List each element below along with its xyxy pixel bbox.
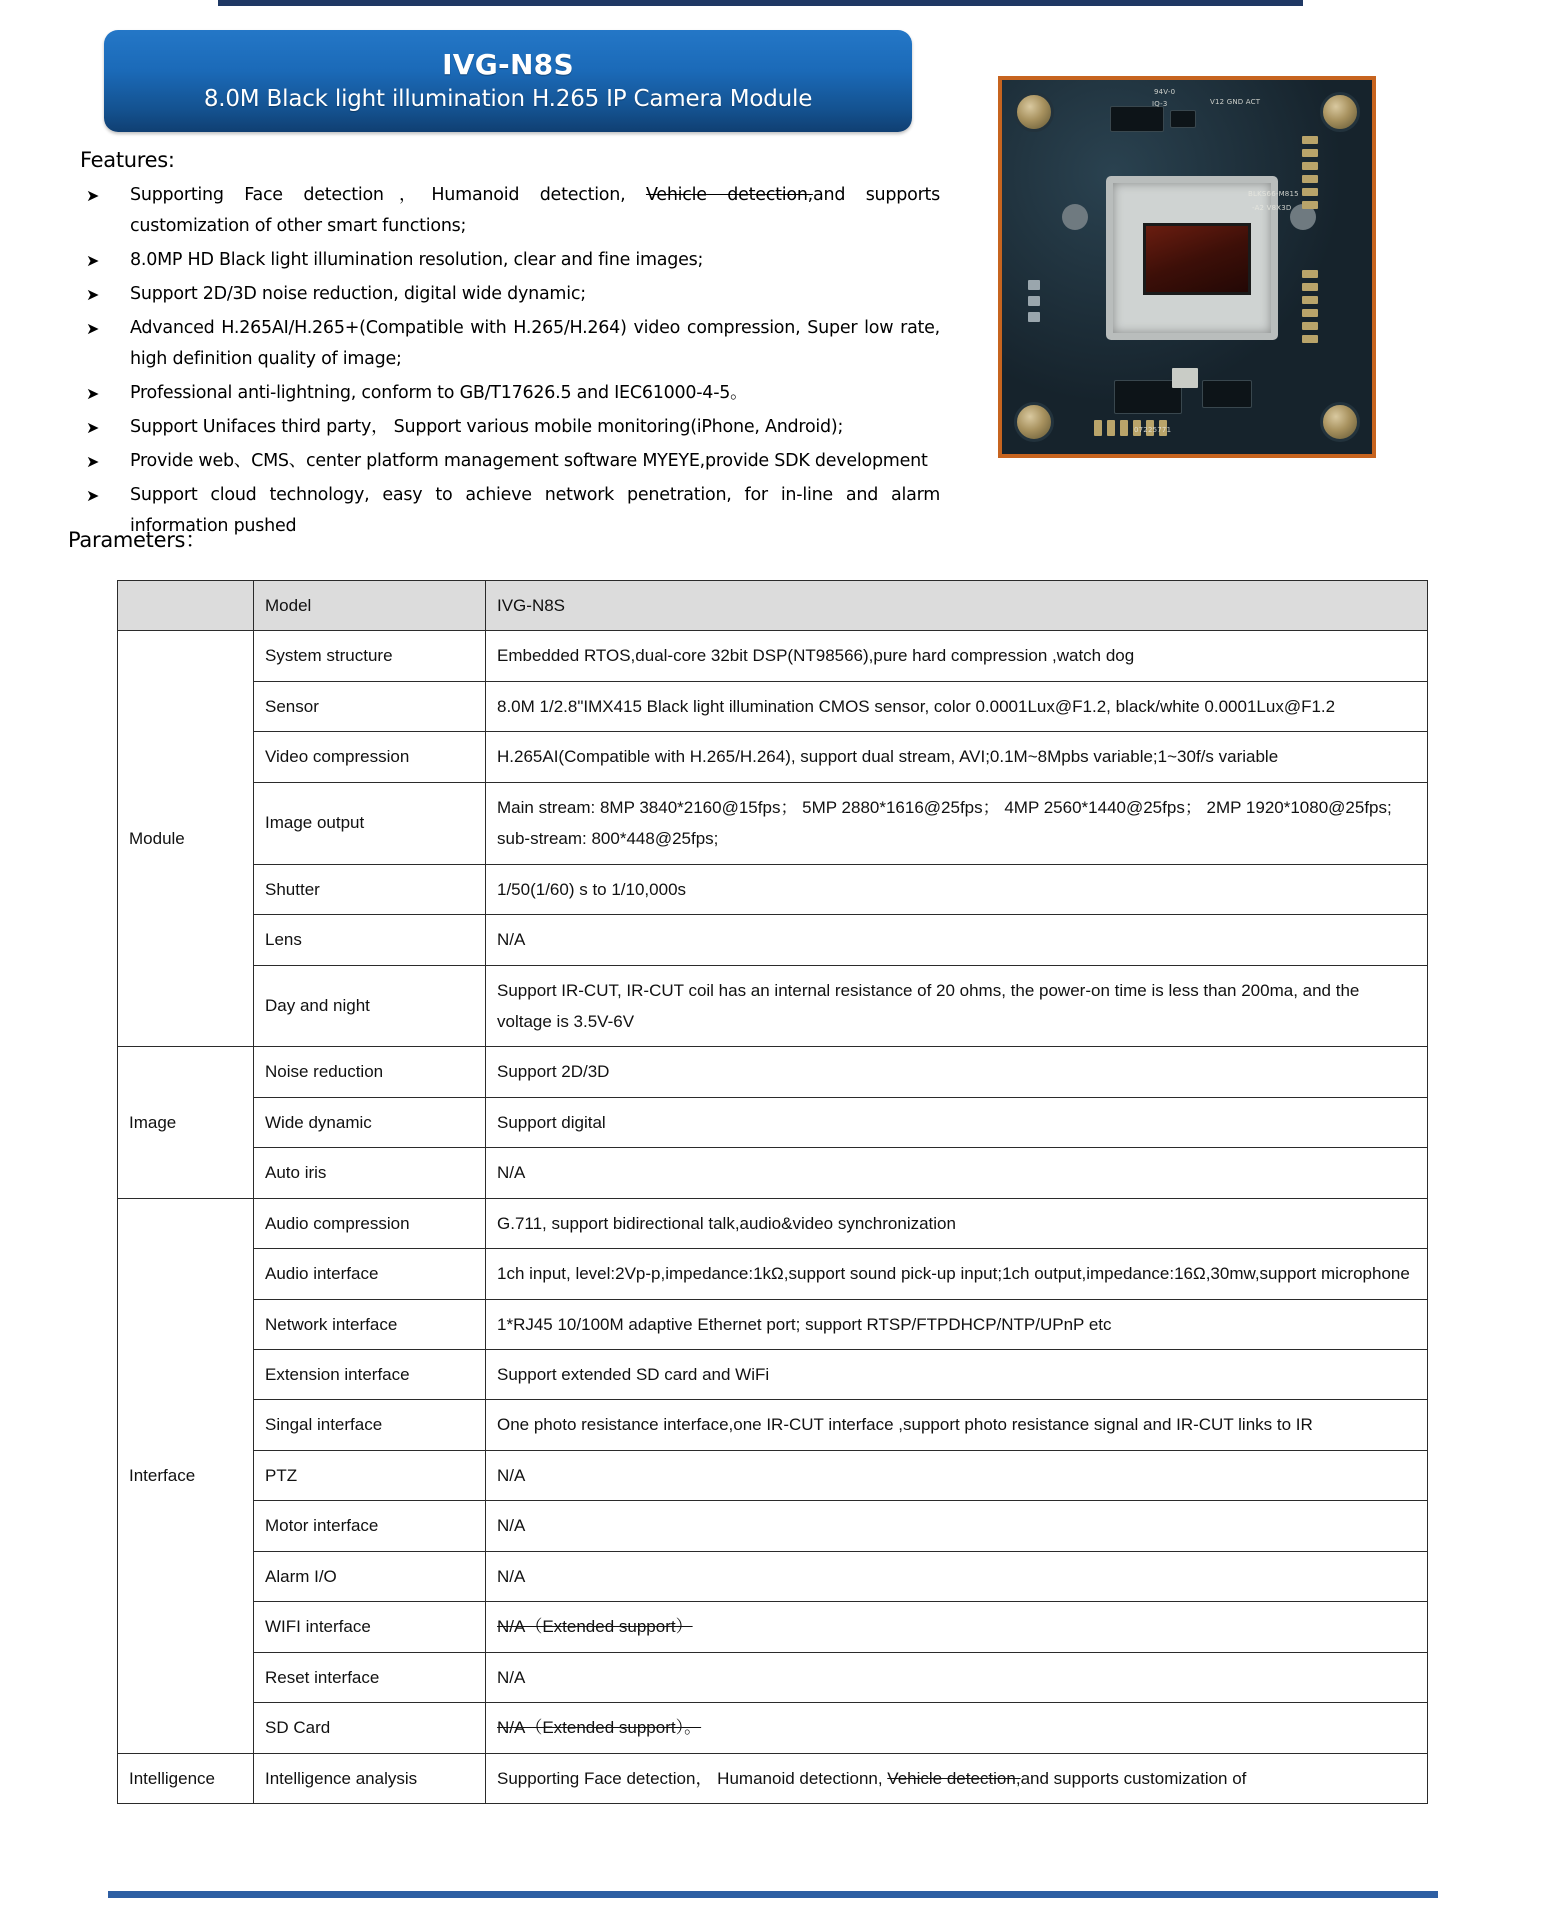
product-title-banner xyxy=(104,30,912,132)
solder-pad xyxy=(1302,283,1318,291)
table-row xyxy=(118,782,1428,864)
list-item xyxy=(78,412,958,443)
row-key: SD Card xyxy=(254,1703,486,1753)
row-value: N/A xyxy=(486,915,1428,965)
feature-text: Provide web、CMS、center platform management software MYEYE,provide SDK development xyxy=(130,451,928,471)
row-key: Image output xyxy=(254,782,486,864)
table-row xyxy=(118,1148,1428,1198)
mounting-hole xyxy=(1320,92,1360,132)
list-item xyxy=(78,180,958,242)
row-value: Main stream: 8MP 3840*2160@15fps； 5MP 2880*1616@25fps； 4MP 2560*1440@25fps； 2MP 1920*1080@25fps; sub-stream: 800*448@25fps; xyxy=(486,782,1428,864)
row-value xyxy=(486,1703,1428,1753)
group-label-intelligence: Intelligence xyxy=(118,1753,254,1803)
top-decorative-rule xyxy=(218,0,1303,6)
row-key: Noise reduction xyxy=(254,1047,486,1097)
table-row xyxy=(118,1551,1428,1601)
row-key: Wide dynamic xyxy=(254,1097,486,1147)
solder-pad xyxy=(1302,296,1318,304)
row-key: Audio interface xyxy=(254,1249,486,1299)
row-value: N/A xyxy=(486,1450,1428,1500)
arrow-bullet-icon: ➤ xyxy=(86,486,100,505)
ip-camera-module-pcb xyxy=(1002,80,1372,454)
silkscreen-text: 07225771 xyxy=(1134,426,1172,434)
strikethrough-text: N/A（Extended support）。 xyxy=(497,1718,702,1738)
feature-text: Support cloud technology, easy to achieve network penetration, for in-line and alarm information pushed xyxy=(130,485,946,536)
row-value: Support IR-CUT, IR-CUT coil has an internal resistance of 20 ohms, the power-on time is less than 200ma, and the voltage is 3.5V-6V xyxy=(486,965,1428,1047)
arrow-bullet-icon: ➤ xyxy=(86,319,100,338)
product-photo xyxy=(998,76,1376,458)
capacitor xyxy=(1062,204,1088,230)
feature-text: Advanced H.265AI/H.265+(Compatible with H.265/H.264) video compression, Super low rate, high definition quality of image; xyxy=(130,318,946,369)
solder-pad xyxy=(1302,136,1318,144)
row-key: Lens xyxy=(254,915,486,965)
list-item xyxy=(78,480,958,542)
cmos-sensor-housing xyxy=(1106,176,1278,340)
table-row xyxy=(118,1753,1428,1803)
parameters-heading: Parameters： xyxy=(68,528,206,552)
arrow-bullet-icon: ➤ xyxy=(86,452,100,471)
table-cell-empty xyxy=(118,581,254,631)
table-row xyxy=(118,1450,1428,1500)
row-key: Extension interface xyxy=(254,1350,486,1400)
list-item xyxy=(78,245,958,276)
row-key: Reset interface xyxy=(254,1652,486,1702)
solder-pad xyxy=(1302,175,1318,183)
solder-pad xyxy=(1302,162,1318,170)
solder-pad xyxy=(1302,322,1318,330)
table-row xyxy=(118,1047,1428,1097)
smd-chip xyxy=(1170,110,1196,128)
strikethrough-text: N/A（Extended support） xyxy=(497,1617,693,1637)
specification-table xyxy=(117,580,1428,1804)
solder-pad-group xyxy=(1302,270,1318,343)
group-label-interface: Interface xyxy=(118,1198,254,1753)
features-list xyxy=(78,180,958,545)
row-key: System structure xyxy=(254,631,486,681)
row-key: Motor interface xyxy=(254,1501,486,1551)
mounting-hole xyxy=(1320,402,1360,442)
row-value: Support digital xyxy=(486,1097,1428,1147)
list-item xyxy=(78,446,958,477)
arrow-bullet-icon: ➤ xyxy=(86,285,100,304)
feature-text: Professional anti-lightning, conform to GB/T17626.5 and IEC61000-4-5。 xyxy=(130,383,748,403)
row-key: Sensor xyxy=(254,681,486,731)
capacitor xyxy=(1028,296,1040,306)
row-key: Singal interface xyxy=(254,1400,486,1450)
list-item xyxy=(78,279,958,310)
group-label-image: Image xyxy=(118,1047,254,1198)
solder-pad xyxy=(1120,420,1128,436)
group-label-module: Module xyxy=(118,631,254,1047)
row-value: N/A xyxy=(486,1148,1428,1198)
solder-pad xyxy=(1302,309,1318,317)
row-key: Day and night xyxy=(254,965,486,1047)
row-value: Supporting Face detection， Humanoid detectionn, Vehicle detection,and supports customization of xyxy=(486,1753,1428,1803)
row-value: G.711, support bidirectional talk,audio&video synchronization xyxy=(486,1198,1428,1248)
strikethrough-text: Vehicle detection, xyxy=(645,185,813,205)
table-row xyxy=(118,1350,1428,1400)
table-row xyxy=(118,1703,1428,1753)
row-value: N/A xyxy=(486,1652,1428,1702)
features-heading: Features: xyxy=(80,148,175,172)
product-subtitle: 8.0M Black light illumination H.265 IP Camera Module xyxy=(203,86,813,113)
row-value: 1/50(1/60) s to 1/10,000s xyxy=(486,864,1428,914)
table-row xyxy=(118,631,1428,681)
table-row xyxy=(118,915,1428,965)
table-row xyxy=(118,1652,1428,1702)
strikethrough-text: Vehicle detection, xyxy=(887,1768,1021,1788)
table-row xyxy=(118,1198,1428,1248)
solder-pad xyxy=(1302,270,1318,278)
solder-pad xyxy=(1094,420,1102,436)
capacitor xyxy=(1028,312,1040,322)
solder-pad xyxy=(1302,188,1318,196)
row-key: WIFI interface xyxy=(254,1602,486,1652)
solder-pad-group xyxy=(1302,136,1318,209)
feature-text: Supporting Face detection，Humanoid detection, Vehicle detection,and supports customization of other smart functions; xyxy=(130,185,946,236)
table-header-key: Model xyxy=(254,581,486,631)
solder-pad xyxy=(1302,149,1318,157)
table-row xyxy=(118,1299,1428,1349)
solder-pad xyxy=(1302,201,1318,209)
table-row xyxy=(118,1097,1428,1147)
row-value: N/A xyxy=(486,1551,1428,1601)
row-key: Network interface xyxy=(254,1299,486,1349)
table-row xyxy=(118,1602,1428,1652)
arrow-bullet-icon: ➤ xyxy=(86,186,100,205)
row-value: N/A xyxy=(486,1501,1428,1551)
row-value: H.265AI(Compatible with H.265/H.264), support dual stream, AVI;0.1M~8Mpbs variable;1~30f/s variable xyxy=(486,732,1428,782)
table-row xyxy=(118,1249,1428,1299)
mounting-hole xyxy=(1014,402,1054,442)
row-key: Video compression xyxy=(254,732,486,782)
table-row xyxy=(118,965,1428,1047)
smd-chip xyxy=(1202,380,1252,408)
feature-text: 8.0MP HD Black light illumination resolution, clear and fine images; xyxy=(130,250,704,270)
table-row xyxy=(118,1400,1428,1450)
row-value: 8.0M 1/2.8"IMX415 Black light illumination CMOS sensor, color 0.0001Lux@F1.2, black/white 0.0001Lux@F1.2 xyxy=(486,681,1428,731)
arrow-bullet-icon: ➤ xyxy=(86,384,100,403)
arrow-bullet-icon: ➤ xyxy=(86,251,100,270)
table-row xyxy=(118,864,1428,914)
feature-text: Support 2D/3D noise reduction, digital wide dynamic; xyxy=(130,284,586,304)
row-key: Audio compression xyxy=(254,1198,486,1248)
table-row xyxy=(118,732,1428,782)
silkscreen-text: 94V-0 xyxy=(1154,88,1176,96)
silkscreen-text: BLKS66-M815 xyxy=(1248,190,1299,198)
sensor-die xyxy=(1143,223,1251,295)
table-header-value: IVG-N8S xyxy=(486,581,1428,631)
list-item xyxy=(78,378,958,409)
solder-pad xyxy=(1107,420,1115,436)
row-value: 1ch input, level:2Vp-p,impedance:1kΩ,support sound pick-up input;1ch output,impedance:16Ω,30mw,support microphone xyxy=(486,1249,1428,1299)
capacitor xyxy=(1028,280,1040,290)
silkscreen-text: IQ-3 xyxy=(1152,100,1168,108)
mounting-hole xyxy=(1014,92,1054,132)
silkscreen-text: -A2 V8X3D xyxy=(1252,204,1292,212)
connector-chip xyxy=(1110,106,1164,132)
row-key: Auto iris xyxy=(254,1148,486,1198)
product-model-title: IVG-N8S xyxy=(442,47,574,81)
row-value: 1*RJ45 10/100M adaptive Ethernet port; support RTSP/FTPDHCP/NTP/UPnP etc xyxy=(486,1299,1428,1349)
row-value: Support 2D/3D xyxy=(486,1047,1428,1097)
feature-text: Support Unifaces third party， Support various mobile monitoring(iPhone, Android); xyxy=(130,417,844,437)
row-key: PTZ xyxy=(254,1450,486,1500)
arrow-bullet-icon: ➤ xyxy=(86,418,100,437)
row-key: Shutter xyxy=(254,864,486,914)
row-value: Embedded RTOS,dual-core 32bit DSP(NT98566),pure hard compression ,watch dog xyxy=(486,631,1428,681)
solder-pad xyxy=(1302,335,1318,343)
list-item xyxy=(78,313,958,375)
row-key: Alarm I/O xyxy=(254,1551,486,1601)
silkscreen-text: V12 GND ACT xyxy=(1210,98,1261,106)
table-row xyxy=(118,1501,1428,1551)
table-header-row xyxy=(118,581,1428,631)
row-value xyxy=(486,1602,1428,1652)
bottom-decorative-rule xyxy=(108,1891,1438,1898)
table-row xyxy=(118,681,1428,731)
row-value: One photo resistance interface,one IR-CUT interface ,support photo resistance signal and IR-CUT links to IR xyxy=(486,1400,1428,1450)
capacitor xyxy=(1172,368,1198,388)
row-value: Support extended SD card and WiFi xyxy=(486,1350,1428,1400)
row-key: Intelligence analysis xyxy=(254,1753,486,1803)
